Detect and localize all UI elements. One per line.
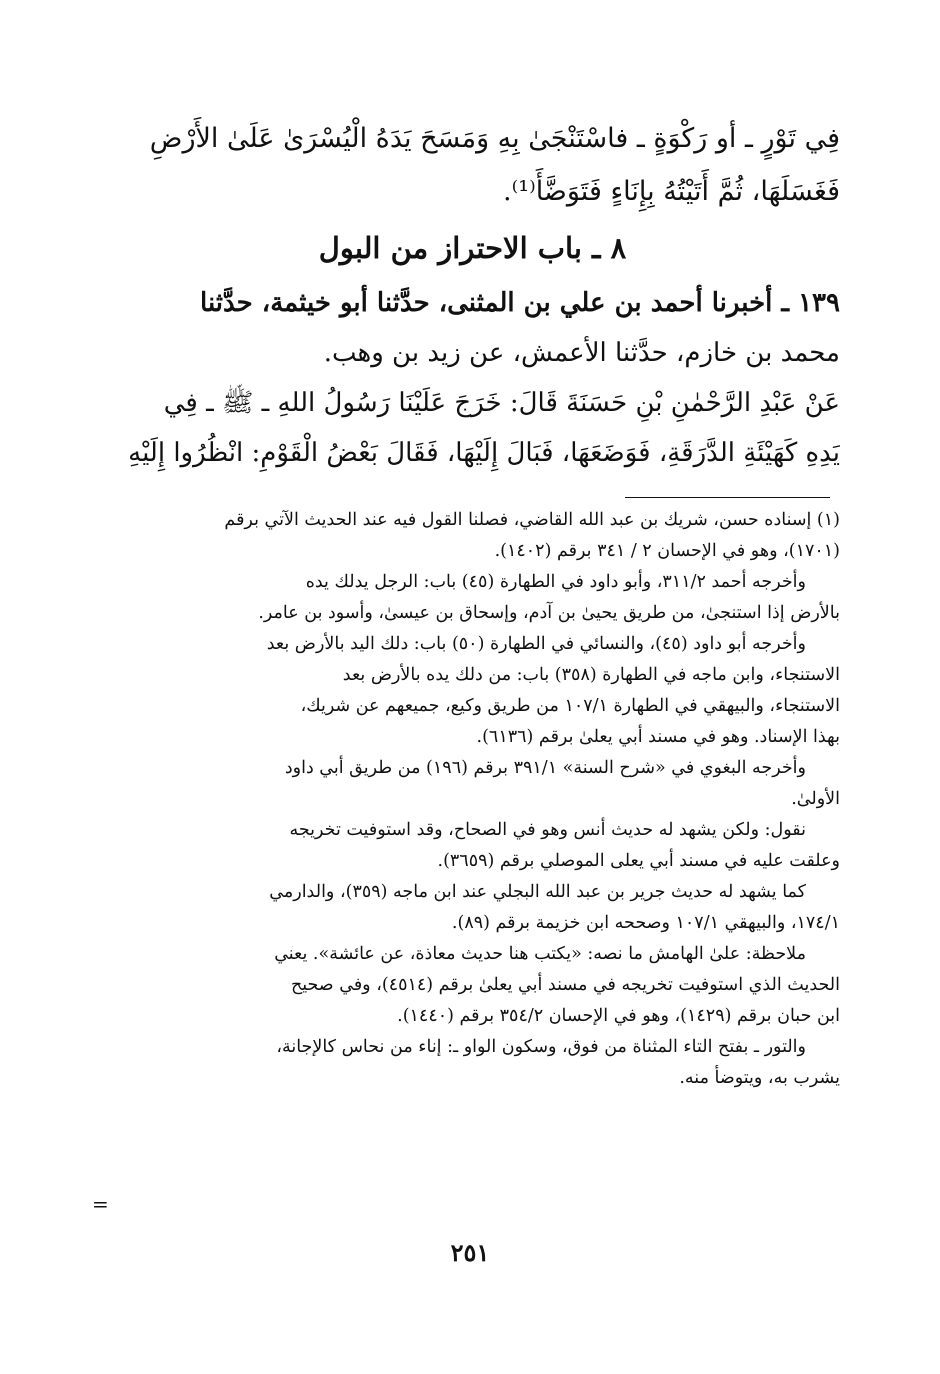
footnote-line: نقول: ولكن يشهد له حديث أنس وهو في الصحاح، وقد استوفيت تخريجه [289, 820, 806, 840]
footnote-line: والتور ـ بفتح التاء المثناة من فوق، وسكون الواو ـ: إناء من نحاس كالإجانة، [276, 1037, 806, 1057]
footnote-line: كما يشهد له حديث جرير بن عبد الله البجلي عند ابن ماجه (٣٥٩)، والدارمي [269, 882, 806, 902]
hadith-line: محمد بن خازم، حدَّثنا الأعمش، عن زيد بن وهب. [323, 338, 840, 368]
footnote-line: وعلقت عليه في مسند أبي يعلى الموصلي برقم (٣٦٥٩). [437, 851, 840, 871]
footnote-line: ابن حبان برقم (١٤٢٩)، وهو في الإحسان ٣٥٤/٢ برقم (١٤٤٠). [397, 1006, 840, 1026]
hadith-line: ١٣٩ ـ أخبرنا أحمد بن علي بن المثنى، حدَّثنا أبو خيثمة، حدَّثنا [200, 288, 840, 318]
footnote-line: بهذا الإسناد. وهو في مسند أبي يعلىٰ برقم (٦١٣٦). [476, 727, 840, 747]
footnote-line: بالأرض إذا استنجىٰ، من طريق يحيىٰ بن آدم، وإسحاق بن عيسىٰ، وأسود بن عامر. [258, 603, 840, 623]
footnote-line: الأولىٰ. [791, 789, 840, 809]
footnote-line: الحديث الذي استوفيت تخريجه في مسند أبي يعلىٰ برقم (٤٥١٤)، وفي صحيح [290, 975, 840, 995]
footnote-divider [625, 497, 830, 498]
page-number: ٢٥١ [450, 1238, 490, 1267]
main-body [105, 112, 840, 478]
footnote-line: وأخرجه أبو داود (٤٥)، والنسائي في الطهارة (٥٠) باب: دلك اليد بالأرض بعد [266, 634, 806, 654]
footnote-line: الاستنجاء، وابن ماجه في الطهارة (٣٥٨) باب: من دلك يده بالأرض بعد [342, 665, 840, 685]
footnote-line: (١) إسناده حسن، شريك بن عبد الله القاضي، فصلنا القول فيه عند الحديث الآتي برقم [224, 510, 840, 530]
footnote-line: يشرب به، ويتوضأ منه. [679, 1068, 840, 1088]
footnote-line: ١٧٤/١، والبيهقي ١٠٧/١ وصححه ابن خزيمة برقم (٨٩). [451, 913, 840, 933]
footnotes [105, 505, 840, 1094]
main-text-line: فَغَسَلَهَا، ثُمَّ أَتَيْتُهُ بِإِنَاءٍ فَتَوَضَّأَ⁽¹⁾. [503, 176, 840, 207]
hadith-line: يَدِهِ كَهَيْئَةِ الدَّرَقَةِ، فَوَضَعَهَا، فَبَالَ إِلَيْهَا، فَقَالَ بَعْضُ الْقَوْمِ: انْظُرُوا إِلَيْهِ [128, 438, 840, 468]
footnote-line: (١٧٠١)، وهو في الإحسان ٢ / ٣٤١ برقم (١٤٠٢). [494, 541, 840, 561]
main-text-line: فِي تَوْرٍ ـ أو رَكْوَةٍ ـ فاسْتَنْجَىٰ بِهِ وَمَسَحَ يَدَهُ الْيُسْرَىٰ عَلَىٰ الأَرْضِ [149, 123, 840, 154]
footnote-line: وأخرجه البغوي في «شرح السنة» ٣٩١/١ برقم (١٩٦) من طريق أبي داود [284, 758, 806, 778]
chapter-heading: ٨ ـ باب الاحتراز من البول [318, 231, 627, 265]
footnote-line: وأخرجه أحمد ٣١١/٢، وأبو داود في الطهارة (٤٥) باب: الرجل يدلك يده [305, 572, 806, 592]
hadith-line: عَنْ عَبْدِ الرَّحْمٰنِ بْنِ حَسَنَةَ قَالَ: خَرَجَ عَلَيْنَا رَسُولُ اللهِ ـ ﷺ ـ فِي [163, 388, 840, 418]
footnote-line: الاستنجاء، والبيهقي في الطهارة ١٠٧/١ من طريق وكيع، جميعهم عن شريك، [300, 696, 840, 716]
continuation-mark: = [92, 1192, 109, 1216]
footnote-line: ملاحظة: علىٰ الهامش ما نصه: «يكتب هنا حديث معاذة، عن عائشة». يعني [274, 944, 806, 964]
